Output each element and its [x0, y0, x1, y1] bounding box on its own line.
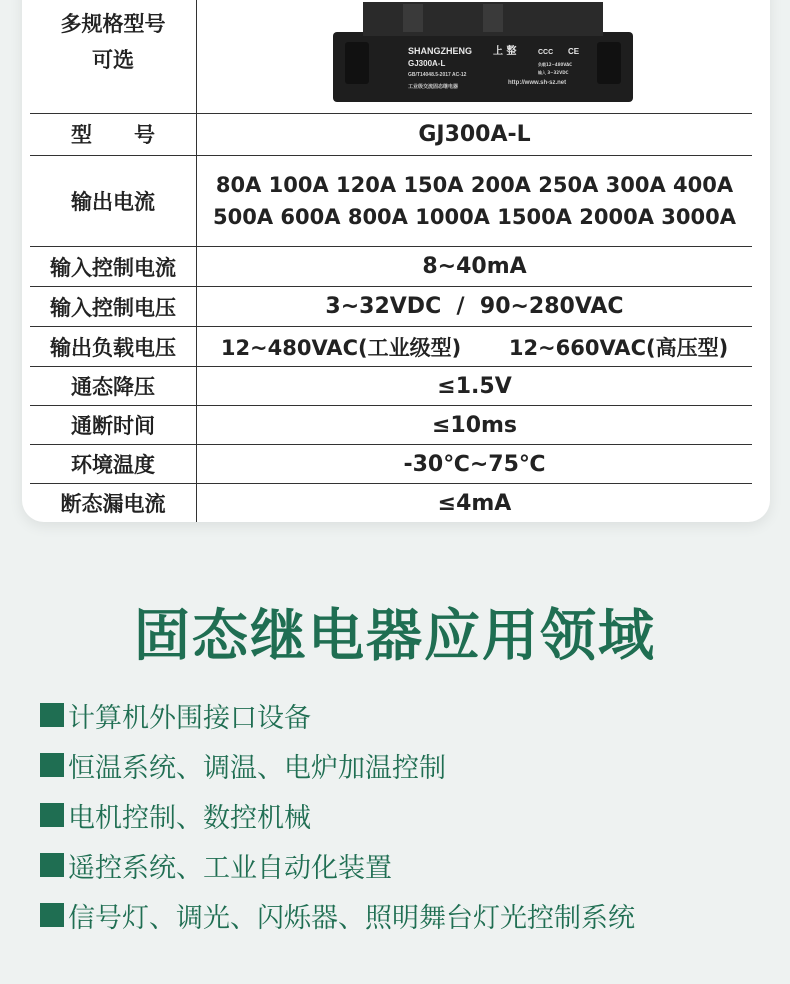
spec-value: 3~32VDC / 90~280VAC — [325, 294, 624, 319]
spec-label: 输入控制电压 — [30, 287, 197, 326]
spec-row-on-state-drop — [30, 367, 752, 406]
application-text: 电机控制、数控机械 — [68, 802, 311, 834]
options-label — [30, 0, 197, 113]
product-ce: CE — [567, 46, 579, 56]
application-text: 恒温系统、调温、电炉加温控制 — [68, 752, 446, 784]
spec-card — [22, 0, 770, 522]
product-brand: SHANGZHENG — [407, 45, 472, 56]
application-item — [40, 690, 635, 740]
product-cert: CCC — [537, 48, 553, 56]
product-url: http://www.sh-sz.net — [507, 79, 566, 86]
spec-label: 输出电流 — [30, 156, 197, 246]
spec-value: -30℃~75℃ — [403, 451, 546, 477]
spec-row-switch-time — [30, 406, 752, 445]
options-row — [30, 0, 752, 114]
spec-row-load-voltage — [30, 327, 752, 367]
spec-value-line1: 80A 100A 120A 150A 200A 250A 300A 400A — [215, 173, 734, 197]
spec-row-output-current — [30, 156, 752, 247]
product-image-cell — [197, 0, 752, 113]
bullet-square-icon — [40, 903, 64, 927]
application-item — [40, 740, 635, 790]
spec-value: ≤4mA — [437, 490, 512, 516]
spec-label: 输入控制电流 — [30, 247, 197, 286]
product-output-note: 负载12~480VAC — [537, 61, 572, 67]
product-standard: GB/T14048.5-2017 AC-12 — [407, 71, 466, 78]
application-text: 遥控系统、工业自动化装置 — [68, 852, 392, 884]
spec-value-industrial: 12~480VAC(工业级型) — [220, 335, 462, 360]
application-item — [40, 890, 635, 940]
application-item — [40, 790, 635, 840]
application-text: 信号灯、调光、闪烁器、照明舞台灯光控制系统 — [68, 902, 635, 934]
product-type: 工业级交流固态继电器 — [407, 83, 458, 90]
spec-value-high-voltage: 12~660VAC(高压型) — [508, 335, 729, 360]
spec-value — [197, 156, 752, 246]
spec-label: 型 号 — [30, 113, 197, 155]
applications-list — [40, 690, 635, 940]
bullet-square-icon — [40, 803, 64, 827]
applications-title: 固态继电器应用领域 — [134, 604, 656, 669]
bullet-square-icon — [40, 753, 64, 777]
spec-value-line2: 500A 600A 800A 1000A 1500A 2000A 3000A — [213, 205, 736, 229]
spec-row-input-current — [30, 247, 752, 287]
product-brand-cn: 上 整 — [492, 45, 516, 57]
spec-value: 8~40mA — [422, 254, 527, 279]
spec-value: GJ300A-L — [418, 121, 531, 147]
spec-label: 通态降压 — [30, 367, 197, 405]
spec-row-ambient-temp — [30, 445, 752, 484]
spec-value — [197, 327, 752, 366]
bullet-square-icon — [40, 703, 64, 727]
spec-label: 输出负载电压 — [30, 327, 197, 366]
spec-label: 通断时间 — [30, 406, 197, 444]
product-model: GJ300A-L — [407, 58, 445, 68]
spec-value: ≤1.5V — [437, 373, 512, 399]
bullet-square-icon — [40, 853, 64, 877]
application-text: 计算机外围接口设备 — [68, 702, 311, 734]
product-image — [333, 2, 633, 102]
options-label-line2: 可选 — [92, 47, 134, 72]
spec-row-leakage — [30, 484, 752, 522]
spec-label: 环境温度 — [30, 445, 197, 483]
application-item — [40, 840, 635, 890]
product-input-note: 输入 3~32VDC — [537, 69, 568, 75]
options-label-line1: 多规格型号 — [60, 11, 166, 36]
spec-value: ≤10ms — [431, 412, 518, 438]
spec-row-input-voltage — [30, 287, 752, 327]
spec-row-model — [30, 113, 752, 156]
spec-label: 断态漏电流 — [30, 484, 197, 522]
